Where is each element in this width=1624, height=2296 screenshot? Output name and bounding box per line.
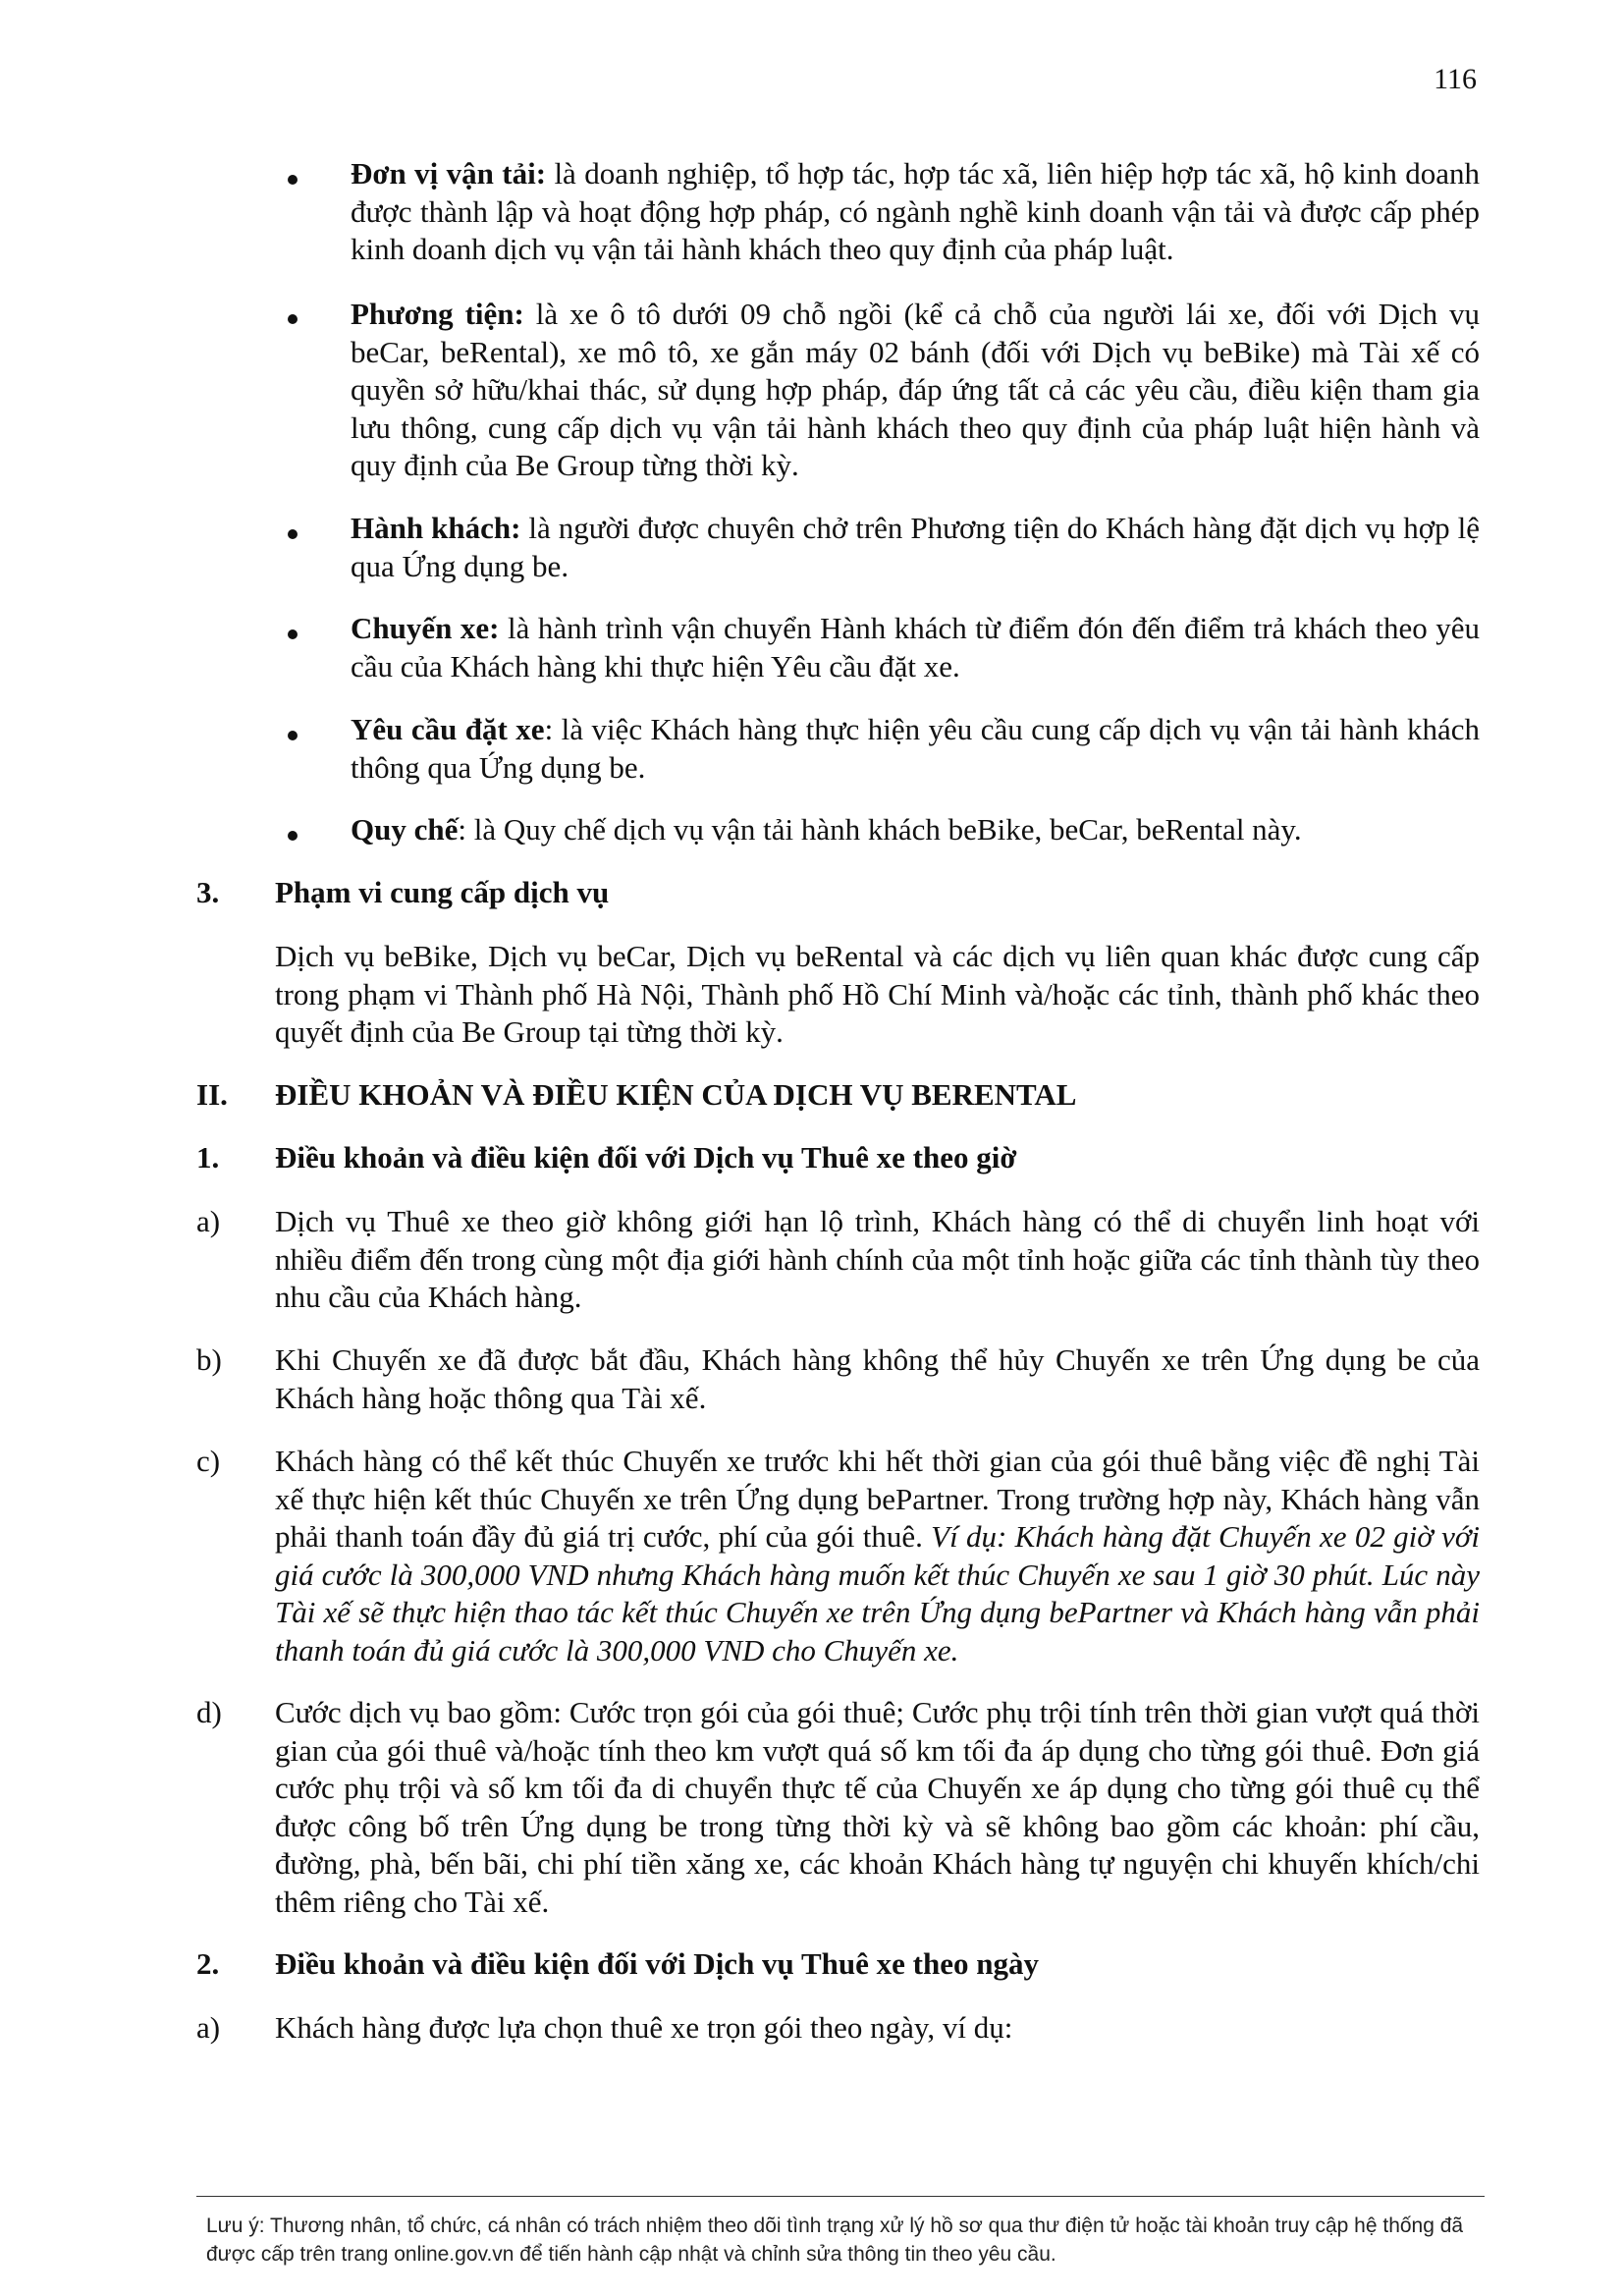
bullet-icon	[288, 629, 298, 639]
bullet-icon	[288, 314, 298, 324]
definition-text: là người được chuyên chở trên Phương tiện do Khách hàng đặt dịch vụ hợp lệ qua Ứng dụng be.	[351, 511, 1480, 583]
item-text: Khách hàng được lựa chọn thuê xe trọn gói theo ngày, ví dụ:	[275, 2010, 1013, 2045]
section-number: 3.	[196, 875, 220, 909]
item-label: d)	[196, 1695, 222, 1729]
item-text-plain: Khách hàng có thể kết thúc Chuyến xe trước khi hết thời gian của gói thuê bằng việc đề nghị Tài xế thực hiện kết thúc Chuyến xe trên Ứng dụng bePartner. Trong trường hợp này, Khách hàng vẫn phải thanh toán đầy đủ giá trị cước, phí của gói thuê.	[275, 1444, 1480, 1554]
definition-term: Quy chế	[351, 812, 459, 847]
definition-item	[351, 811, 1480, 849]
bullet-icon	[288, 731, 298, 740]
definition-text: : là việc Khách hàng thực hiện yêu cầu cung cấp dịch vụ vận tải hành khách thông qua Ứng dụng be.	[351, 712, 1480, 785]
item-text: Dịch vụ Thuê xe theo giờ không giới hạn lộ trình, Khách hàng có thể di chuyển linh hoạt với nhiều điểm đến trong cùng một địa giới hành chính của một tỉnh hoặc giữa các tỉnh thành tùy theo nhu cầu của Khách hàng.	[275, 1204, 1480, 1314]
definition-text: là doanh nghiệp, tổ hợp tác, hợp tác xã, liên hiệp hợp tác xã, hộ kinh doanh được thành lập và hoạt động hợp pháp, có ngành nghề kinh doanh vận tải và được cấp phép kinh doanh dịch vụ vận tải hành khách theo quy định của pháp luật.	[351, 156, 1481, 266]
definition-text: : là Quy chế dịch vụ vận tải hành khách beBike, beCar, beRental này.	[458, 812, 1302, 847]
definition-text: là hành trình vận chuyển Hành khách từ điểm đón đến điểm trả khách theo yêu cầu của Khách hàng khi thực hiện Yêu cầu đặt xe.	[351, 611, 1480, 683]
item-label: c)	[196, 1444, 221, 1478]
section-number: 2.	[196, 1946, 220, 1981]
item-label: a)	[196, 2010, 221, 2045]
definition-item	[351, 610, 1480, 685]
definition-term: Yêu cầu đặt xe	[351, 712, 545, 746]
item-text: Khi Chuyến xe đã được bắt đầu, Khách hàng không thể hủy Chuyến xe trên Ứng dụng be của Khách hàng hoặc thông qua Tài xế.	[275, 1342, 1480, 1415]
bullet-icon	[288, 529, 298, 539]
section-heading: Phạm vi cung cấp dịch vụ	[275, 875, 610, 909]
item-text: Cước dịch vụ bao gồm: Cước trọn gói của gói thuê; Cước phụ trội tính trên thời gian vượt quá thời gian của gói thuê và/hoặc tính theo km vượt quá số km tối đa áp dụng cho từng gói thuê. Đơn giá cước phụ trội và số km tối đa di chuyển thực tế của Chuyến xe áp dụng cho từng gói thuê cụ thể được công bố trên Ứng dụng be trong từng thời kỳ và sẽ không bao gồm các khoản: phí cầu, đường, phà, bến bãi, chi phí tiền xăng xe, các khoản Khách hàng tự nguyện chi khuyến khích/chi thêm riêng cho Tài xế.	[275, 1695, 1480, 1919]
item-label: b)	[196, 1342, 222, 1377]
section-number: 1.	[196, 1140, 220, 1175]
chapter-heading: ĐIỀU KHOẢN VÀ ĐIỀU KIỆN CỦA DỊCH VỤ BERENTAL	[275, 1077, 1077, 1112]
definition-term: Hành khách:	[351, 511, 521, 545]
definition-term: Đơn vị vận tải:	[351, 156, 547, 191]
item-label: a)	[196, 1204, 221, 1238]
page-number: 116	[1434, 63, 1477, 95]
footer-note: Lưu ý: Thương nhân, tổ chức, cá nhân có trách nhiệm theo dõi tình trạng xử lý hồ sơ qua thư điện tử hoặc tài khoản truy cập hệ thống đã được cấp trên trang online.gov.vn để tiến hành cập nhật và chỉnh sửa thông tin theo yêu cầu.	[206, 2214, 1464, 2266]
definition-item	[351, 510, 1480, 585]
bullet-icon	[288, 175, 298, 185]
chapter-number: II.	[196, 1077, 228, 1112]
example-text: Ví dụ: Khách hàng đặt Chuyến xe 02 giờ với giá cước là 300,000 VND nhưng Khách hàng muốn kết thúc Chuyến xe sau 1 giờ 30 phút. Lúc này Tài xế sẽ thực hiện thao tác kết thúc Chuyến xe trên Ứng dụng bePartner và Khách hàng vẫn phải thanh toán đủ giá cước là 300,000 VND cho Chuyến xe.	[275, 1519, 1480, 1667]
section-body: Dịch vụ beBike, Dịch vụ beCar, Dịch vụ beRental và các dịch vụ liên quan khác được cung cấp trong phạm vi Thành phố Hà Nội, Thành phố Hồ Chí Minh và/hoặc các tỉnh, thành phố khác theo quyết định của Be Group tại từng thời kỳ.	[275, 939, 1480, 1049]
section-heading: Điều khoản và điều kiện đối với Dịch vụ Thuê xe theo giờ	[275, 1140, 1017, 1175]
bullet-icon	[288, 831, 298, 841]
item-text	[275, 1443, 1480, 1669]
section-heading: Điều khoản và điều kiện đối với Dịch vụ Thuê xe theo ngày	[275, 1946, 1039, 1981]
footer-divider	[196, 2196, 1485, 2197]
definition-term: Phương tiện:	[351, 297, 524, 331]
definition-item	[351, 296, 1480, 485]
definition-item	[351, 711, 1480, 787]
definition-text: là xe ô tô dưới 09 chỗ ngồi (kể cả chỗ của người lái xe, đối với Dịch vụ beCar, beRental), xe mô tô, xe gắn máy 02 bánh (đối với Dịch vụ beBike) mà Tài xế có quyền sở hữu/khai thác, sử dụng hợp pháp, đáp ứng tất cả các yêu cầu, điều kiện tham gia lưu thông, cung cấp dịch vụ vận tải hành khách theo quy định của pháp luật hiện hành và quy định của Be Group từng thời kỳ.	[351, 297, 1480, 482]
definition-item	[351, 155, 1480, 269]
definition-term: Chuyến xe:	[351, 611, 500, 645]
